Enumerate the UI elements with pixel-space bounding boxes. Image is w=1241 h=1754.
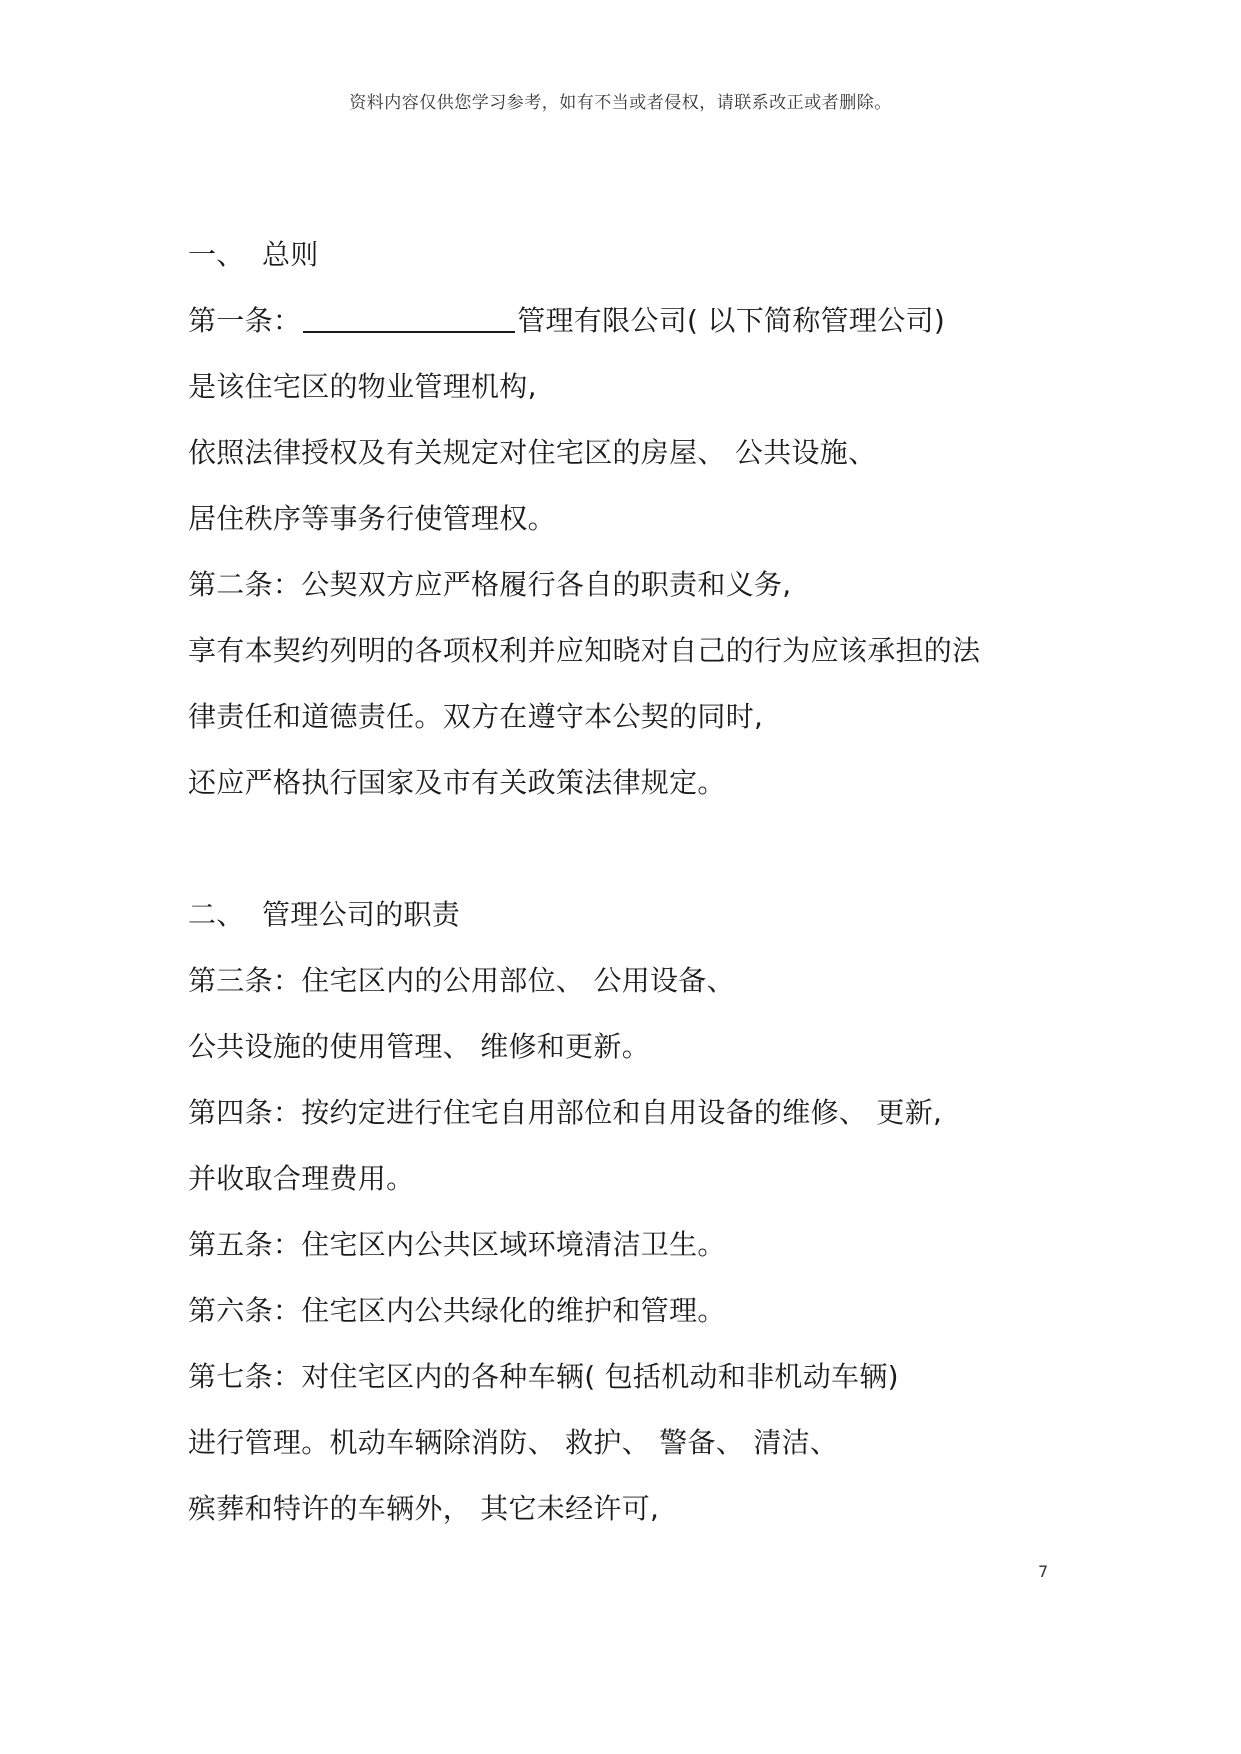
section-heading-general <box>188 222 1088 288</box>
article-2-line-1: 第二条：公契双方应严格履行各自的职责和义务, <box>188 568 792 601</box>
article-1-line-2: 是该住宅区的物业管理机构, <box>188 370 537 403</box>
article-1-line-1 <box>188 288 1088 354</box>
section-heading-duties <box>188 882 1088 948</box>
article-1-line-3: 依照法律授权及有关规定对住宅区的房屋、 公共设施、 <box>188 436 877 469</box>
page-number: 7 <box>1038 1562 1049 1581</box>
article-7-line-3: 殡葬和特许的车辆外， 其它未经许可, <box>188 1492 660 1525</box>
article-3-line-1: 第三条：住宅区内的公用部位、 公用设备、 <box>188 964 735 997</box>
article-2-line-3: 律责任和道德责任。双方在遵守本公契的同时, <box>188 700 764 733</box>
article-2-line-2: 享有本契约列明的各项权利并应知晓对自己的行为应该承担的法 <box>188 634 981 667</box>
article-3-line-2: 公共设施的使用管理、 维修和更新。 <box>188 1030 651 1063</box>
section-number: 二、 <box>188 898 245 931</box>
article-4-line-2: 并收取合理费用。 <box>188 1162 415 1195</box>
section-title: 管理公司的职责 <box>262 898 461 931</box>
article-2-line-4: 还应严格执行国家及市有关政策法律规定。 <box>188 766 726 799</box>
article-7-line-1: 第七条：对住宅区内的各种车辆( 包括机动和非机动车辆) <box>188 1360 899 1393</box>
article-1-suffix: 管理有限公司( 以下简称管理公司) <box>517 304 946 337</box>
article-1-prefix: 第一条： <box>188 304 302 337</box>
section-spacer <box>188 816 1088 882</box>
section-title: 总则 <box>262 238 319 271</box>
article-1-line-4: 居住秩序等事务行使管理权。 <box>188 502 556 535</box>
disclaimer-header: 资料内容仅供您学习参考，如有不当或者侵权，请联系改正或者删除。 <box>349 93 892 113</box>
article-5-line-1: 第五条：住宅区内公共区域环境清洁卫生。 <box>188 1228 726 1261</box>
company-name-blank <box>303 305 515 333</box>
article-7-line-2: 进行管理。机动车辆除消防、 救护、 警备、 清洁、 <box>188 1426 839 1459</box>
section-number: 一、 <box>188 238 245 271</box>
article-6-line-1: 第六条：住宅区内公共绿化的维护和管理。 <box>188 1294 726 1327</box>
article-4-line-1: 第四条：按约定进行住宅自用部位和自用设备的维修、 更新, <box>188 1096 943 1129</box>
document-body <box>188 222 1088 1542</box>
